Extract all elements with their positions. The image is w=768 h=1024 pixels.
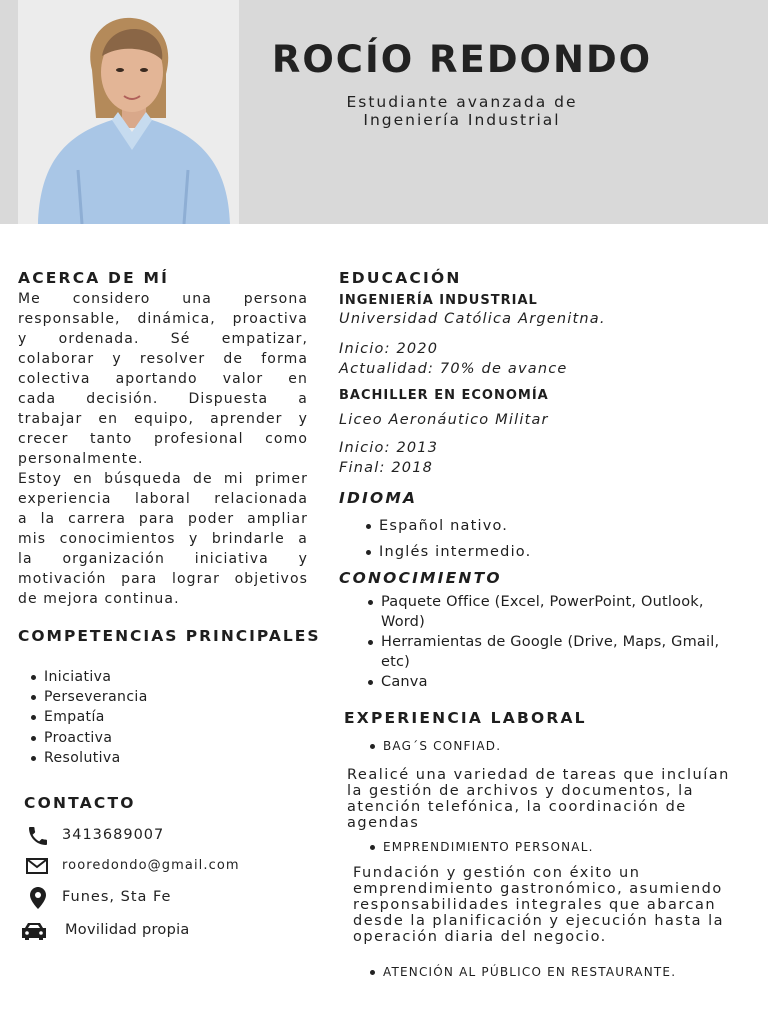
contact-phone: 3413689007 [62, 827, 165, 843]
languages-heading: IDIOMA [339, 489, 418, 507]
end-date: Final: 2018 [339, 460, 434, 476]
job-description-line: responsabilidades integrales que abarcan [353, 897, 717, 913]
job-description [353, 865, 758, 945]
knowledge-item-line: etc) [381, 654, 411, 670]
about-line: mis conocimientos y brindarle a [18, 531, 308, 547]
job-description-line: Realicé una variedad de tareas que incluían [347, 767, 730, 783]
about-line: la organización iniciativa y [18, 551, 308, 567]
location-pin-icon [26, 886, 50, 910]
job-description-line: emprendimiento gastronómico, asumiendo [353, 881, 723, 897]
about-line: de mejora continua. [18, 591, 180, 607]
job-description-line: la gestión de archivos y documentos, la [347, 783, 695, 799]
skill-item: Resolutiva [22, 748, 148, 768]
skills-heading: COMPETENCIAS PRINCIPALES [18, 627, 321, 645]
about-line: a la carrera para poder ampliar [18, 511, 308, 527]
skill-item: Empatía [22, 707, 148, 727]
job-description-line: agendas [347, 815, 420, 831]
subtitle-line: Ingeniería Industrial [363, 111, 561, 129]
job-description-line: atención telefónica, la coordinación de [347, 799, 687, 815]
skill-item: Perseverancia [22, 687, 148, 707]
contact-location: Funes, Sta Fe [62, 889, 172, 905]
job-description-line: Fundación y gestión con éxito un [353, 865, 641, 881]
job-title: EMPRENDIMIENTO PERSONAL. [361, 839, 594, 855]
skill-item: Proactiva [22, 728, 148, 748]
start-date: Inicio: 2020 [339, 341, 439, 357]
degree-title: BACHILLER EN ECONOMÍA [339, 388, 549, 403]
skills-list [22, 667, 148, 768]
about-line: colectiva aportando valor en [18, 371, 308, 387]
job-title: ATENCIÓN AL PÚBLICO EN RESTAURANTE. [361, 964, 676, 980]
phone-icon [26, 824, 50, 848]
job-description-line: operación diaria del negocio. [353, 929, 607, 945]
languages-list [357, 513, 531, 565]
about-line: cada decisión. Dispuesta a [18, 391, 308, 407]
language-item: Español nativo. [357, 513, 531, 539]
about-line: Me considero una persona [18, 291, 308, 307]
about-line: experiencia laboral relacionada [18, 491, 308, 507]
envelope-icon [25, 854, 49, 878]
knowledge-heading: CONOCIMIENTO [339, 569, 502, 587]
about-line: motivación para lograr objetivos [18, 571, 308, 587]
progress-status: Actualidad: 70% de avance [339, 361, 568, 377]
candidate-name: ROCÍO REDONDO [271, 38, 653, 81]
job-title-list [361, 738, 501, 754]
education-heading: EDUCACIÓN [339, 269, 462, 287]
job-description [347, 767, 757, 831]
start-date: Inicio: 2013 [339, 440, 439, 456]
knowledge-item-line: Word) [381, 614, 425, 630]
contact-mobility: Movilidad propia [65, 922, 190, 938]
about-line: colaborar y resolver de forma [18, 351, 308, 367]
skill-item: Iniciativa [22, 667, 148, 687]
about-line: crecer tanto profesional como [18, 431, 308, 447]
job-title: BAG´S CONFIAD. [361, 738, 501, 754]
knowledge-item-line: Canva [381, 674, 428, 690]
about-line: trabajar en equipo, aprender y [18, 411, 308, 427]
about-text [18, 289, 308, 609]
about-line: Estoy en búsqueda de mi primer [18, 471, 308, 487]
about-line: responsable, dinámica, proactiva [18, 311, 308, 327]
about-heading: ACERCA DE MÍ [18, 269, 170, 287]
about-line: y ordenada. Sé empatizar, [18, 331, 308, 347]
subtitle-line: Estudiante avanzada de [346, 93, 578, 111]
job-title-list [361, 964, 676, 980]
school-name: Universidad Católica Argenitna. [339, 311, 606, 327]
job-description-line: desde la planificación y ejecución hasta la [353, 913, 725, 929]
profile-photo [18, 0, 239, 224]
contact-heading: CONTACTO [24, 794, 136, 812]
school-name: Liceo Aeronáutico Militar [339, 412, 549, 428]
knowledge-item [359, 672, 759, 692]
about-line: personalmente. [18, 451, 144, 467]
knowledge-list [359, 592, 759, 692]
knowledge-item-line: Herramientas de Google (Drive, Maps, Gmail, [381, 634, 720, 650]
candidate-subtitle [240, 93, 684, 129]
knowledge-item [359, 632, 759, 672]
degree-title: INGENIERÍA INDUSTRIAL [339, 293, 538, 308]
car-icon [20, 919, 48, 943]
knowledge-item [359, 592, 759, 632]
contact-email: rooredondo@gmail.com [62, 858, 240, 873]
job-title-list [361, 839, 594, 855]
knowledge-item-line: Paquete Office (Excel, PowerPoint, Outlook, [381, 594, 704, 610]
experience-heading: EXPERIENCIA LABORAL [344, 709, 587, 727]
language-item: Inglés intermedio. [357, 539, 531, 565]
